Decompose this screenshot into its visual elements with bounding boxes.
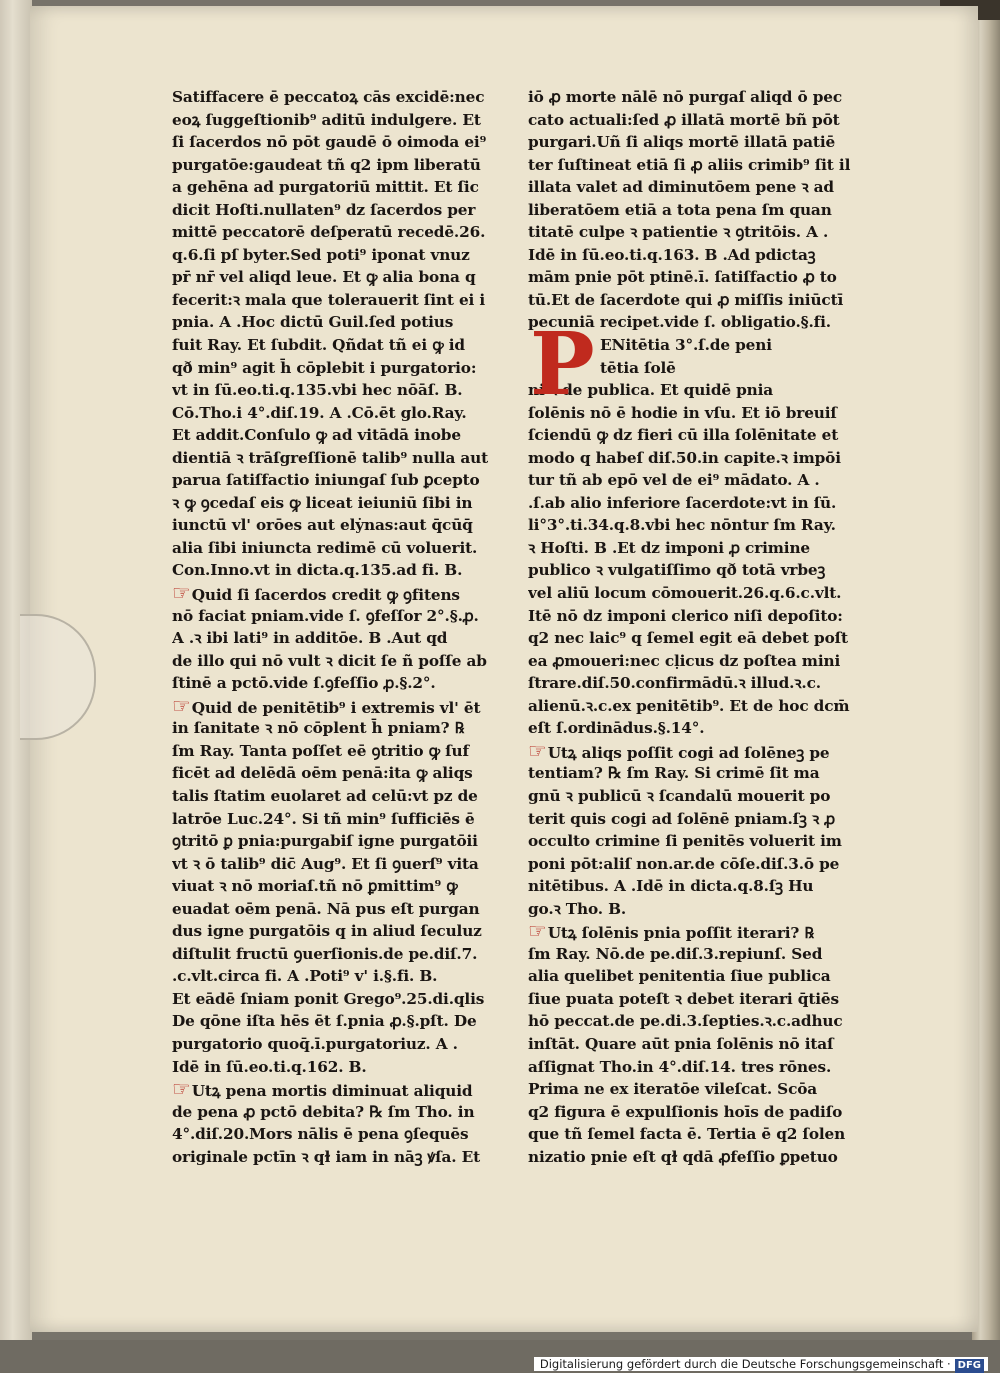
text-line-content: q.6.ſi pſ byter.Sed poti⁹ iponat vnuz xyxy=(172,245,470,264)
text-line-content: q2 figura ē expulſionis hoīs de padiſo xyxy=(528,1102,843,1121)
text-line xyxy=(528,1146,860,1169)
text-line-content: ter ſuſtineat etiā ſi ꝓ aliis crimib⁹ ſit il xyxy=(528,155,851,174)
text-line xyxy=(172,943,504,966)
page-clip xyxy=(20,614,96,740)
text-line-content: originale pctīn ꝛ qɫ iam in nāꝫ ꝟſa. Et xyxy=(172,1147,481,1166)
text-line xyxy=(172,650,504,673)
text-line-content: nizatio pnie eſt qɫ qdā ꝓfeſſio ꝑpetuo xyxy=(528,1147,838,1166)
text-line xyxy=(172,334,504,357)
text-line-content: purgatorio quoq̄.ī.purgatoriuz. A . xyxy=(172,1034,458,1053)
text-line-content: ſtinē a pctō.vide ſ.ꝯfeſſio ꝓ.§.2°. xyxy=(172,674,436,693)
text-line xyxy=(172,853,504,876)
text-line xyxy=(172,199,504,222)
text-line xyxy=(172,266,504,289)
text-line xyxy=(528,853,860,876)
text-line xyxy=(172,1101,504,1124)
text-line-content: ea ꝓmoueri:nec cḷicus dz poſtea mini xyxy=(528,651,841,670)
text-line-content: ſiue puata poteſt ꝛ debet iterari q̄tiēs xyxy=(528,989,839,1008)
text-line xyxy=(172,244,504,267)
text-line xyxy=(528,650,860,673)
text-line-content: iō ꝓ morte nālē nō purgaſ aliqd ō pec xyxy=(528,88,842,106)
text-line xyxy=(172,176,504,199)
text-line-content: Et addit.Conſulo ꝙ ad vitādā inobe xyxy=(172,426,461,445)
text-line xyxy=(528,1056,860,1079)
text-line-content: fuit Ray. Et ſubdit. Qñdat tñ ei ꝙ id xyxy=(172,336,465,355)
text-line xyxy=(172,965,504,988)
text-line-content: A .ꝛ ibi lati⁹ in additōe. B .Aut qd xyxy=(172,629,448,648)
text-line-content: 4°.diſ.20.Mors nālis ē pena ꝯſequēs xyxy=(172,1125,469,1144)
text-line-content: talis ſtatim euolaret ad celū:vt pz de xyxy=(172,786,478,805)
text-line xyxy=(172,672,504,695)
text-line xyxy=(528,717,860,740)
text-line xyxy=(528,424,860,447)
text-line xyxy=(528,582,860,605)
text-line-content: poni pōt:aliſ non.ar.de cōſe.diſ.3.ō pe xyxy=(528,854,840,873)
text-line-content: ſi ſacerdos nō pōt gaudē ō oimoda ei⁹ xyxy=(172,133,487,152)
text-line-content: in ſanitate ꝛ nō cōplent h̄ pniam? ℞ xyxy=(172,719,464,738)
text-line xyxy=(172,717,504,740)
text-line xyxy=(172,898,504,921)
text-line-content: ſtrare.diſ.50.confirmādū.ꝛ illud.ꝛ.c. xyxy=(528,674,821,693)
text-line xyxy=(528,740,860,763)
text-line-content: Utꝝ aliqs poſſit cogi ad ſolēneꝫ pe xyxy=(547,743,830,762)
text-line-content: a gehēna ad purgatoriū mittit. Et ſic xyxy=(172,178,479,197)
text-line-content: occulto crimine ſi penitēs voluerit im xyxy=(528,832,842,851)
text-line-content: parua ſatiſfactio iniungaſ ſub ꝑcepto xyxy=(172,471,480,490)
rubric-paragraph-mark: ☞ xyxy=(528,739,547,763)
left-text-column xyxy=(172,86,504,1168)
text-line xyxy=(528,1033,860,1056)
text-line-content: pnia. A .Hoc dictū Guil.ſed potius xyxy=(172,313,454,332)
text-line xyxy=(172,447,504,470)
text-line-content: hō peccat.de pe.di.3.ſepties.ꝛ.c.adhuc xyxy=(528,1012,843,1031)
text-line xyxy=(172,582,504,605)
text-line-content: Quid ſi ſacerdos credit ꝙ ꝯfitens xyxy=(191,586,460,605)
text-line-content: aſſignat Tho.in 4°.diſ.14. tres rōnes. xyxy=(528,1057,832,1076)
rubric-paragraph-mark: ☞ xyxy=(172,582,191,605)
text-line xyxy=(172,830,504,853)
text-line-content: purgatōe:gaudeat tñ q2 ipm liberatū xyxy=(172,155,481,174)
text-line xyxy=(528,1078,860,1101)
text-line xyxy=(172,875,504,898)
text-line-content: pr̄ nr̄ vel aliqd leue. Et ꝙ alia bona q xyxy=(172,268,476,287)
text-line-content: ſciendū ꝙ dz fieri cū illa ſolēnitate et xyxy=(528,426,839,445)
text-line xyxy=(172,537,504,560)
text-line xyxy=(528,537,860,560)
text-line xyxy=(172,221,504,244)
text-line-content: tentiam? ℞ ſm Ray. Si crimē ſit ma xyxy=(528,764,820,783)
text-line xyxy=(528,109,860,132)
text-line-content: ſm Ray. Tanta poſſet eē ꝯtritio ꝙ ſuf xyxy=(172,741,469,760)
text-line xyxy=(528,221,860,244)
text-line xyxy=(528,447,860,470)
text-line xyxy=(172,920,504,943)
text-line xyxy=(528,965,860,988)
text-line-content: eoꝝ ſuggeſtionib⁹ aditū indulgere. Et xyxy=(172,110,481,129)
text-line xyxy=(528,514,860,537)
text-line-content: gnū ꝛ publicū ꝛ ſcandalū mouerit po xyxy=(528,786,831,805)
text-line-content: Con.Inno.vt in dicta.q.135.ad fi. B. xyxy=(172,561,463,580)
text-line xyxy=(528,830,860,853)
text-line-content: vt in ſū.eo.ti.q.135.vbi hec nōāſ. B. xyxy=(172,381,463,400)
text-line xyxy=(528,199,860,222)
text-line-content: De qōne iſta hēs ēt ſ.pnia ꝓ.§.pſt. De xyxy=(172,1012,477,1031)
text-line-content: liberatōem etiā a tota pena ſm quan xyxy=(528,200,832,219)
text-line-content: dus igne purgatōis q in aliud ſeculuz xyxy=(172,922,482,941)
text-line-content: Et eādē ſniam ponit Grego⁹.25.di.qlis xyxy=(172,989,485,1008)
text-line xyxy=(172,1033,504,1056)
text-line-content: Utꝝ ſolēnis pnia poſſit iterari? ℞ xyxy=(547,924,814,943)
text-line xyxy=(172,492,504,515)
text-line xyxy=(172,109,504,132)
text-line xyxy=(528,627,860,650)
text-line xyxy=(528,943,860,966)
text-line-content: ſm Ray. Nō.de pe.diſ.3.repiunſ. Sed xyxy=(528,944,823,963)
text-line-content: fecerit:ꝛ mala que tolerauerit ſint ei i xyxy=(172,290,486,309)
text-line xyxy=(528,131,860,154)
text-line-content: nō faciat pniam.vide ſ. ꝯfeſſor 2°.§.ꝓ. xyxy=(172,606,479,625)
funding-credit xyxy=(534,1357,988,1371)
text-line-content: Quid de penitētib⁹ i extremis vl' ēt xyxy=(191,698,481,717)
text-line-content: iunctū vl' orōes aut elẏnas:aut q̄cūq̄ xyxy=(172,516,473,535)
text-line-content: illata valet ad diminutōem pene ꝛ ad xyxy=(528,178,834,197)
text-line-content: que tñ ſemel facta ē. Tertia ē q2 ſolen xyxy=(528,1125,846,1144)
text-line xyxy=(172,469,504,492)
text-line xyxy=(528,988,860,1011)
text-line xyxy=(172,86,504,109)
text-line xyxy=(528,1123,860,1146)
text-line xyxy=(528,244,860,267)
text-line xyxy=(172,1010,504,1033)
text-line-content: tētia ſolē xyxy=(600,358,676,377)
text-line xyxy=(172,627,504,650)
book-page xyxy=(30,6,978,1332)
text-line-content: euadat oēm penā. Nā pus eſt purgan xyxy=(172,899,480,918)
text-line-content: publico ꝛ vulgatiſſimo qð totā vrbeꝫ xyxy=(528,561,826,580)
text-line xyxy=(172,695,504,718)
text-line xyxy=(528,1101,860,1124)
text-line xyxy=(172,808,504,831)
text-line xyxy=(172,605,504,628)
text-line-content: modo q habeſ diſ.50.in capite.ꝛ impōi xyxy=(528,448,841,467)
text-line xyxy=(528,875,860,898)
text-line-content: ꝛ Hoſti. B .Et dz imponi ꝓ crimine xyxy=(528,538,811,557)
text-line-content: q2 nec laic⁹ q ſemel egit eā debet poſt xyxy=(528,629,848,648)
rubric-paragraph-mark: ☞ xyxy=(172,694,191,718)
rubric-paragraph-mark: ☞ xyxy=(528,920,547,943)
text-line xyxy=(528,672,860,695)
text-line xyxy=(528,266,860,289)
text-line-content: de illo qui nō vult ꝛ dicit ſe ñ poſſe ab xyxy=(172,651,487,670)
text-line-content: alienū.ꝛ.c.ex penitētib⁹. Et de hoc dcm̄ xyxy=(528,696,850,715)
text-line xyxy=(172,154,504,177)
text-line xyxy=(172,311,504,334)
text-line xyxy=(528,559,860,582)
text-line xyxy=(172,357,504,380)
text-line-content: ꝯtritō ꝑ pnia:purgabiſ igne purgatōii xyxy=(172,832,478,851)
text-line-content: vel aliū locum cōmouerit.26.q.6.c.vlt. xyxy=(528,584,842,603)
text-line-content: go.ꝛ Tho. B. xyxy=(528,899,627,918)
text-line-content: alia ſibi iniuncta redimē cū voluerit. xyxy=(172,538,478,557)
text-line-content: titatē culpe ꝛ patientie ꝛ ꝯtritōis. A . xyxy=(528,223,829,242)
text-line xyxy=(528,86,860,109)
text-line-content: terit quis cogi ad ſolēnē pniam.ſꝫ ꝛ ꝓ xyxy=(528,809,835,828)
text-line-content: li°3°.ti.34.q.8.vbi hec nōntur ſm Ray. xyxy=(528,516,836,535)
text-line xyxy=(528,469,860,492)
text-line xyxy=(528,898,860,921)
text-line-content: purgari.Uñ ſi aliqs mortē illatā patiē xyxy=(528,133,836,152)
text-line xyxy=(528,605,860,628)
text-line-content: alia quelibet penitentia ſiue publica xyxy=(528,967,831,986)
text-line-content: inſtāt. Quare aūt pnia ſolēnis nō itaſ xyxy=(528,1034,834,1053)
text-line xyxy=(172,1123,504,1146)
text-line-content: tū.Et de ſacerdote qui ꝓ miſſis iniūctī xyxy=(528,290,844,309)
text-line xyxy=(528,492,860,515)
text-line-content: eſt ſ.ordinādus.§.14°. xyxy=(528,719,705,738)
text-line xyxy=(528,762,860,785)
text-line xyxy=(528,1010,860,1033)
text-line-content: dicit Hoſti.nullaten⁹ dz ſacerdos per xyxy=(172,200,476,219)
text-line-content: Satiffacere ē peccatoꝝ cās excidē:nec xyxy=(172,88,485,106)
text-line xyxy=(172,1146,504,1169)
text-line-content: Utꝝ pena mortis diminuat aliquid xyxy=(191,1082,473,1101)
funding-credit-text: Digitalisierung gefördert durch die Deutsche Forschungsgemeinschaft · xyxy=(539,1357,951,1371)
right-text-column xyxy=(528,86,860,1168)
text-line-content: de pena ꝓ pctō debita? ℞ ſm Tho. in xyxy=(172,1102,475,1121)
rubric-paragraph-mark: ☞ xyxy=(172,1078,191,1101)
text-line xyxy=(172,559,504,582)
text-line-content: .c.vlt.circa fi. A .Poti⁹ v' i.§.fi. B. xyxy=(172,967,438,986)
text-line xyxy=(172,424,504,447)
text-line-content: nitētibus. A .Idē in dicta.q.8.ſꝫ Hu xyxy=(528,877,814,896)
text-line-content: dientiā ꝛ trāſgreſſionē talib⁹ nulla aut xyxy=(172,448,489,467)
text-line-content: Idē in ſū.eo.ti.q.162. B. xyxy=(172,1057,367,1076)
dfg-logo: DFG xyxy=(955,1359,984,1373)
text-line xyxy=(528,785,860,808)
text-line-content: qð min⁹ agit h̄ cōplebit i purgatorio: xyxy=(172,358,477,377)
decorated-initial-letter: P xyxy=(530,314,595,415)
text-line xyxy=(528,176,860,199)
text-line-content: diſtulit fructū ꝯuerſionis.de pe.diſ.7. xyxy=(172,944,478,963)
text-line-content: mām pnie pōt ptinē.ī. ſatiſfactio ꝓ to xyxy=(528,268,837,287)
text-line xyxy=(172,402,504,425)
text-line xyxy=(172,1056,504,1079)
text-line xyxy=(172,785,504,808)
text-line xyxy=(172,379,504,402)
text-line xyxy=(528,808,860,831)
text-line-content: mittē peccatorē deſperatū recedē.26. xyxy=(172,223,486,242)
text-line xyxy=(528,695,860,718)
text-line-content: tur tñ ab epō vel de ei⁹ mādato. A . xyxy=(528,471,820,490)
text-line-content: ficēt ad delēdā oēm penā:ita ꝙ aliqs xyxy=(172,764,473,783)
text-line-content: .ſ.ab alio inferiore ſacerdote:vt in ſū. xyxy=(528,493,837,512)
text-line xyxy=(528,920,860,943)
text-line-content: ꝛ ꝙ ꝯcedaſ eis ꝙ liceat ieiuniū ſibi in xyxy=(172,493,473,512)
text-line-content: ni ꝛ de publica. Et quidē pnia xyxy=(528,381,774,400)
text-line xyxy=(172,131,504,154)
text-line-content: pecuniā recipet.vide ſ. obligatio.§.fi. xyxy=(528,313,831,332)
text-line xyxy=(172,740,504,763)
text-line xyxy=(172,289,504,312)
text-line-content: Idē in ſū.eo.ti.q.163. B .Ad pdictaꝫ xyxy=(528,245,816,264)
text-line-content: Itē nō dz imponi clerico niſi depoſito: xyxy=(528,606,843,625)
text-line xyxy=(528,154,860,177)
text-line-content: Cō.Tho.i 4°.diſ.19. A .Cō.ēt glo.Ray. xyxy=(172,403,467,422)
text-line-content: cato actuali:ſed ꝓ illatā mortē bñ pōt xyxy=(528,110,840,129)
text-line-content: Prima ne ex iteratōe vileſcat. Scōa xyxy=(528,1080,818,1099)
text-line xyxy=(172,988,504,1011)
text-line-content: vt ꝛ ō talib⁹ dic̄ Aug⁹. Et ſi ꝯuerſ⁹ vita xyxy=(172,854,479,873)
text-line xyxy=(172,1078,504,1101)
text-line-content: latrōe Luc.24°. Si tñ min⁹ ſufficiēs ē xyxy=(172,809,475,828)
text-line xyxy=(528,289,860,312)
text-line-content: viuat ꝛ nō moriaſ.tñ nō ꝑmittim⁹ ꝙ xyxy=(172,877,458,896)
text-line-content: ENitētia 3°.ſ.de peni xyxy=(600,336,772,355)
text-line xyxy=(172,514,504,537)
text-line-content: ſolēnis nō ē hodie in vſu. Et iō breuiſ xyxy=(528,403,837,422)
text-line xyxy=(172,762,504,785)
